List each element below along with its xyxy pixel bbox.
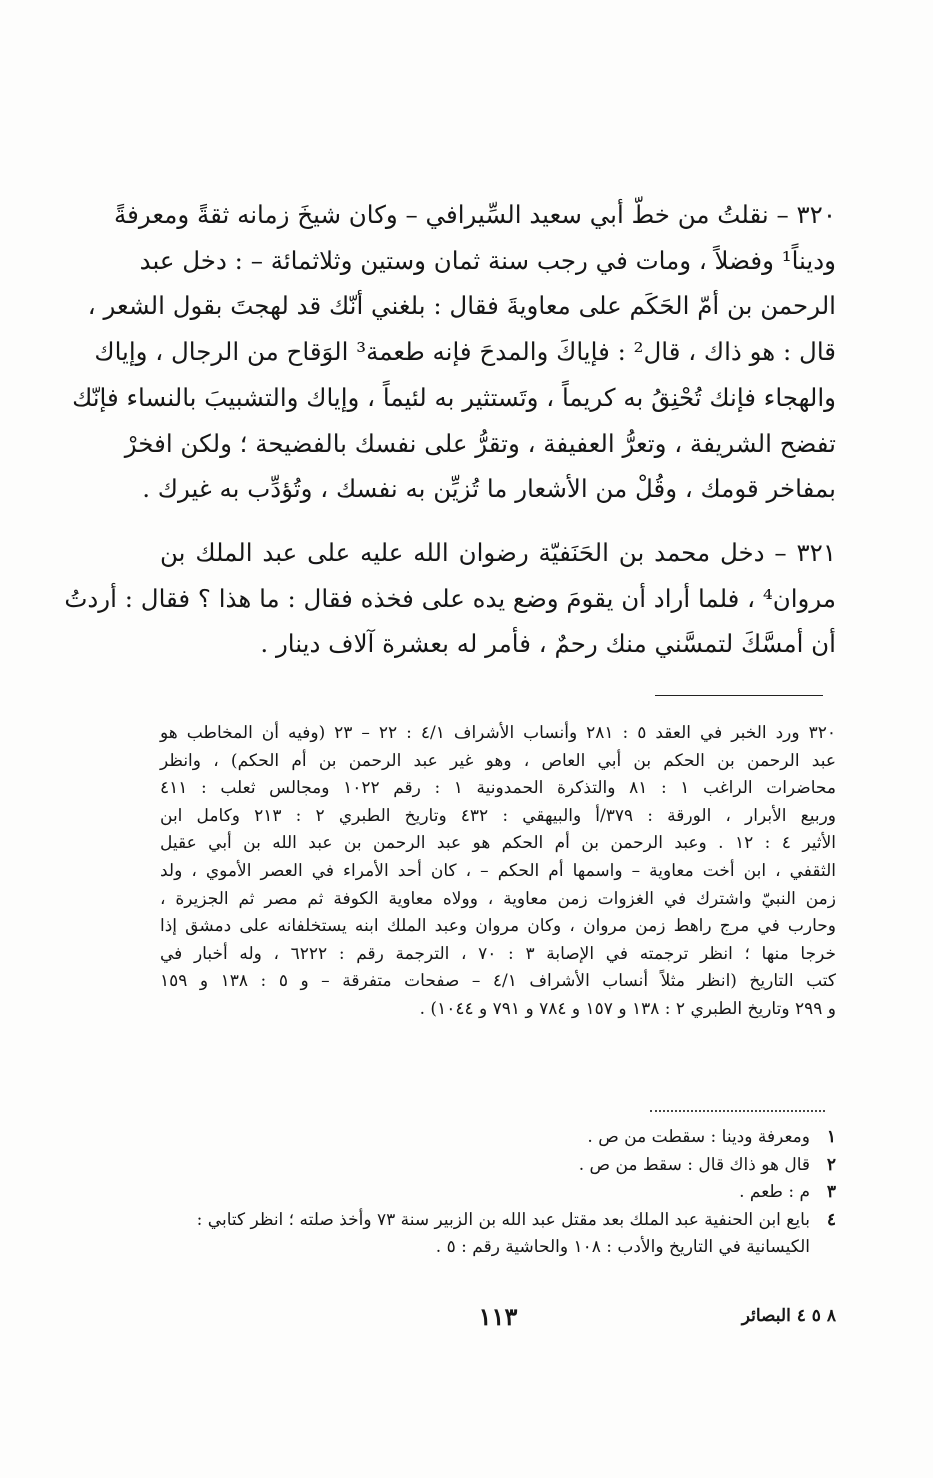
notes-line: وربيع الأبرار ، الورقة : ٣٧٩/أ والبيهقي : ٤٣٢ وتاريخ الطبري ٢ : ٢١٣ وكامل ابن	[160, 805, 836, 826]
entry-320-line: وديناً¹ وفضلاً ، ومات في رجب سنة ثمان وستين وثلاثمائة – : دخل عبد	[139, 245, 836, 275]
footnotes	[160, 1124, 836, 1262]
notes-line: الثقفي ، ابن أخت معاوية – واسمها أم الحكم – ، كان أحد الأمراء في العصر الأموي ، ولد	[160, 860, 836, 881]
footnote-number: ٢	[826, 1154, 836, 1175]
entry-320-line: قال : هو ذاك ، قال² : فإياكَ والمدحَ فإنه طعمة³ الوَقاح من الرجال ، وإياك	[94, 337, 836, 367]
entry-320-line: الرحمن بن أمّ الحَكَم على معاويةَ فقال : بلغني أنّك قد لهجتَ بقول الشعر ،	[87, 291, 836, 321]
notes-line: كتب التاريخ (انظر مثلاً أنساب الأشراف ٤/١ – صفحات متفرقة – و ٥ : ١٣٨ و ١٥٩	[160, 971, 836, 992]
footnote-number: ١	[826, 1127, 836, 1147]
entry-320-line: تفضح الشريفة ، وتعرُّ العفيفة ، وتقرُّ على نفسك بالفضيحة ؛ ولكن افخرْ	[124, 428, 836, 458]
notes-line: خرجا منها ؛ انظر ترجمته في الإصابة ٣ : ٧٠ ، الترجمة رقم : ٦٢٢٢ ، وله أخبار في	[160, 943, 836, 964]
notes-line: وحارب في مرج راهط زمن مروان ، وكان مروان وعبد الملك ابنه يستخلفانه على دمشق إذا	[160, 916, 836, 937]
footnotes-separator	[650, 1110, 825, 1112]
footnote-1	[160, 1124, 836, 1152]
footnote-text: بايع ابن الحنفية عبد الملك بعد مقتل عبد الله بن الزبير سنة ٧٣ وأخذ صلته ؛ انظر كتابي :	[196, 1209, 810, 1230]
footnote-4	[160, 1207, 836, 1235]
footnote-text: قال هو ذاك قال : سقط من ص .	[578, 1154, 810, 1175]
entry-320-line: بمفاخر قومك ، وقُلْ من الأشعار ما تُزيِّن به نفسك ، وتُؤدِّب به غيرك .	[142, 474, 836, 504]
page-footer	[160, 1302, 836, 1338]
entry-321-line: ٣٢١ – دخل محمد بن الحَنَفيّة رضوان الله عليه على عبد الملك بن	[160, 538, 836, 567]
page-number: ١١٣	[478, 1302, 518, 1331]
footnote-number: ٤	[826, 1209, 836, 1230]
entry-320-line: والهجاء فإنك تُحْنِقُ به كريماً ، وتَستثير به لئيماً ، وإياك والتشبيبَ بالنساء فإنّك	[72, 382, 836, 412]
footnote-2	[160, 1152, 836, 1180]
entry-320	[72, 192, 836, 512]
notes-line: محاضرات الراغب ١ : ٨١ والتذكرة الحمدونية ١ : رقم ١٠٢٢ ومجالس ثعلب : ٤١١	[160, 778, 837, 799]
entry-321	[64, 530, 836, 667]
signature-mark: ٨ ٥ ٤ البصائر	[741, 1306, 836, 1326]
notes-line: زمن النبيّ واشترك في الغزوات زمن معاوية ، وولاه معاوية الكوفة ثم مصر ثم الجزيرة ،	[160, 888, 836, 909]
notes-separator	[655, 695, 823, 696]
sources-notes	[160, 720, 836, 1024]
entry-321-line: مروان⁴ ، فلما أراد أن يقومَ وضع يده على فخذه فقال : ما هذا ؟ فقال : أردتُ	[64, 583, 836, 613]
footnote-number: ٣	[826, 1182, 836, 1203]
footnote-text: ومعرفة ودينا : سقطت من ص .	[587, 1127, 810, 1147]
footnote-3	[160, 1179, 836, 1207]
notes-line: الأثير ٤ : ١٢ . وعبد الرحمن بن أم الحكم هو عبد الرحمن بن عبد الله بن أبي عقيل	[160, 833, 836, 854]
entry-320-line: ٣٢٠ – نقلتُ من خطّ أبي سعيد السِّيرافي – وكان شيخَ زمانه ثقةً ومعرفةً	[114, 200, 836, 229]
notes-line: ٣٢٠ ورد الخبر في العقد ٥ : ٢٨١ وأنساب الأشراف ٤/١ : ٢٢ – ٢٣ (وفيه أن المخاطب هو	[160, 723, 836, 743]
footnote-text: الكيسانية في التاريخ والأدب : ١٠٨ والحاشية رقم : ٥ .	[435, 1237, 810, 1258]
notes-line: عبد الرحمن بن الحكم بن أبي العاص ، وهو غير عبد الرحمن بن أم الحكم) ، وانظر	[160, 750, 836, 771]
notes-line: و ٢٩٩ وتاريخ الطبري ٢ : ١٣٨ و ١٥٧ و ٧٨٤ و ٧٩١ و ١٠٤٤) .	[419, 998, 836, 1019]
footnote-4-continuation	[160, 1234, 836, 1262]
footnote-text: م : طعم .	[739, 1182, 810, 1203]
entry-321-line: أن أمسَّكَ لتمسَّني منك رحمٌ ، فأمر له بعشرة آلاف دينار .	[260, 629, 836, 659]
